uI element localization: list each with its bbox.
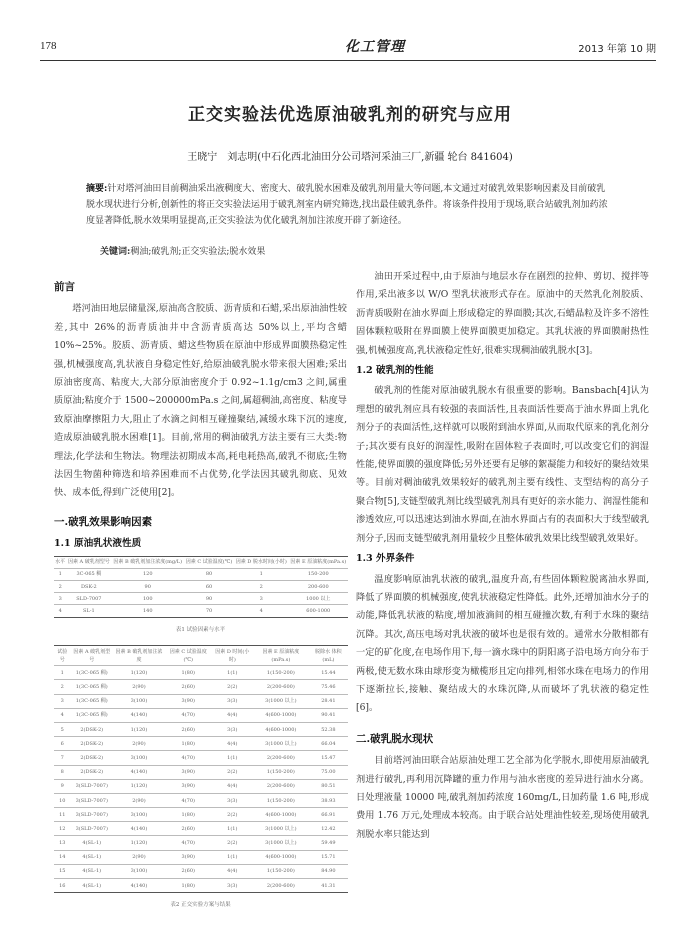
table-cell: 4(SL-1) [71, 836, 113, 850]
table-cell: 3(3) [212, 722, 253, 736]
table-row [54, 850, 348, 864]
paragraph-conditions: 温度影响原油乳状液的破乳,温度升高,有些固体颗粒脱离油水界面,降低了界面膜的机械强度,使乳状液稳定性降低。此外,还增加油水分子的动能,降低乳状液的粘度,增加液滴间的相互碰撞次数,有利于水珠的聚结沉降。其次,高压电场对乳状液的破坏也是很有效的。通常水分散相都有一定的矿化度,在电场作用下,每一滴水珠中的阴阳离子沿电场方向分布于两极,使无数水珠由球形变为橄榄形且定向排列,相邻水珠在电场力的作用下逐渐拉长,接触、聚结成大的水珠沉降,从而破坏了乳状液的稳定性[6]。 [356, 573, 649, 714]
table-cell: 1(80) [165, 808, 212, 822]
table-cell: 75.00 [309, 765, 348, 779]
table-cell: 90.41 [309, 708, 348, 722]
table-cell: 4(4) [212, 864, 253, 878]
table-header-cell: 水平 [54, 556, 66, 568]
table-cell: 3(SLD-7007) [71, 779, 113, 793]
table-cell: 2(60) [165, 822, 212, 836]
table-cell: SL-1 [66, 605, 111, 617]
table-cell: 1(80) [165, 666, 212, 680]
keywords [100, 244, 614, 257]
table-cell: 4(140) [113, 822, 165, 836]
table-cell: 3(1000 以上) [253, 694, 309, 708]
table-cell: 1(1) [212, 666, 253, 680]
table-row [54, 568, 348, 580]
table-cell: 4(4) [212, 779, 253, 793]
table-row [54, 793, 348, 807]
table-cell: 3(90) [165, 779, 212, 793]
table-cell: 4(SL-1) [71, 864, 113, 878]
table-cell: 2(200-600) [253, 680, 309, 694]
table-row [54, 765, 348, 779]
table-cell: 13 [54, 836, 71, 850]
table-cell: 4(600-1000) [253, 708, 309, 722]
table-cell: 80.51 [309, 779, 348, 793]
paper-title: 正交实验法优选原油破乳剂的研究与应用 [188, 105, 512, 125]
page-number: 178 [40, 40, 57, 52]
table-cell: 1(150-200) [253, 864, 309, 878]
table-cell: 120 [111, 568, 184, 580]
table-cell: 1(150-200) [253, 666, 309, 680]
table-header-cell: 因素 A 破乳剂型号 [66, 556, 111, 568]
table-cell: 3C-065 稠 [66, 568, 111, 580]
table-cell: 3(100) [113, 808, 165, 822]
table-cell: 150-200 [289, 568, 348, 580]
preface-paragraph: 塔河油田地层储量深,原油高含胶质、沥青质和石蜡,采出原油油性较差,其中 26%的沥青质油井中含沥青质高达 50%以上,平均含蜡 10%~25%。胶质、沥青质、蜡这些物质在原油中形成界面膜热稳定性强,机械强度高,乳状液自身稳定性好,给原油破乳脱水带来很大困难;采出原油密度高、粘度大,大部分原油密度介于 0.92~1.1g/cm3 之间,属重质原油;粘度介于 1500~200000mPa.s 之间,属超稠油,高密度、粘度导致原油摩擦阻力大,阻止了水滴之间相互碰撞聚结,减缓水珠下沉的速度,造成原油破乳脱水困难[1]。目前,常用的稠油破乳方法主要有三大类:物理法,化学法和生物法。物理法初期成本高,耗电耗热高,破乳不彻底;生物法因生物菌种筛选和培养困难而不占优势,化学法因其破乳彻底、见效快、成本低,得到广泛使用[2]。 [54, 303, 347, 499]
table-cell: 4 [54, 708, 71, 722]
table-cell: 1(150-200) [253, 793, 309, 807]
table-1-caption: 表1 试验因素与水平 [175, 626, 226, 633]
table-cell: 12 [54, 822, 71, 836]
table-cell: 75.46 [309, 680, 348, 694]
table-header-cell: 因素 B 破乳剂加注浓度 [113, 646, 165, 666]
table-cell: 1(3C-065 稠) [71, 666, 113, 680]
table-cell: 12.42 [309, 822, 348, 836]
table-cell: 2(200-600) [253, 779, 309, 793]
table-cell: 1(120) [113, 666, 165, 680]
table-cell: 2(DSK-2) [71, 737, 113, 751]
table-cell: 3(3) [212, 694, 253, 708]
table-header-cell: 因素 D 时间(小时) [212, 646, 253, 666]
table-cell: 15 [54, 864, 71, 878]
table-cell: 4 [54, 605, 66, 617]
table-cell: 3(1000 以上) [253, 737, 309, 751]
table-cell: 70 [184, 605, 234, 617]
table-header-cell: 因素 E 原油粘度(mPa.s) [289, 556, 348, 568]
table-cell: 3(100) [113, 864, 165, 878]
table-cell: 66.91 [309, 808, 348, 822]
table-cell: 4(70) [165, 836, 212, 850]
table-cell: 90 [111, 581, 184, 593]
table-cell: 3(100) [113, 694, 165, 708]
table-cell: 2(200-600) [253, 751, 309, 765]
table-row [54, 836, 348, 850]
table-cell: 4(70) [165, 751, 212, 765]
table-cell: 28.41 [309, 694, 348, 708]
section-2-heading: 二.破乳脱水现状 [356, 732, 434, 745]
table-cell: 1(1) [212, 751, 253, 765]
table-cell: 2 [234, 581, 289, 593]
table-cell: 2(90) [113, 680, 165, 694]
table-cell: 3(3) [212, 879, 253, 893]
table-header-cell: 脱除水 体积(mL) [309, 646, 348, 666]
table-cell: 90 [184, 593, 234, 605]
table-cell: 2(200-600) [253, 879, 309, 893]
table-cell: 4(600-1000) [253, 722, 309, 736]
left-column [54, 268, 347, 921]
subsection-1-3-heading: 1.3 外界条件 [356, 553, 415, 565]
table-cell: 80 [184, 568, 234, 580]
table-cell: 4(4) [212, 737, 253, 751]
keywords-text: 稠油;破乳剂;正交实验法;脱水效果 [130, 247, 266, 257]
table-cell: 4(140) [113, 765, 165, 779]
preface-heading: 前言 [54, 281, 75, 293]
table-cell: 4(600-1000) [253, 850, 309, 864]
subsection-1-2-heading: 1.2 破乳剂的性能 [356, 365, 434, 377]
table-cell: 2(60) [165, 722, 212, 736]
running-header [40, 36, 656, 56]
table-row [54, 694, 348, 708]
table-cell: 1 [234, 568, 289, 580]
table-cell: SLD-7007 [66, 593, 111, 605]
table-cell: 7 [54, 751, 71, 765]
table-header-cell: 因素 C 试验温度(℃) [184, 556, 234, 568]
table-cell: 100 [111, 593, 184, 605]
table-cell: 2 [54, 680, 71, 694]
table-cell: 15.44 [309, 666, 348, 680]
table-row [54, 581, 348, 593]
journal-name: 化工管理 [345, 39, 405, 55]
table-cell: 3(100) [113, 751, 165, 765]
table-header-cell: 因素 A 破乳剂型号 [71, 646, 113, 666]
table-cell: 2(90) [113, 850, 165, 864]
table-cell: 140 [111, 605, 184, 617]
table-cell: 2(2) [212, 836, 253, 850]
table-row [54, 722, 348, 736]
table-header-cell: 因素 D 脱水时间(小时) [234, 556, 289, 568]
table-cell: 4(SL-1) [71, 850, 113, 864]
table-cell: 3(90) [165, 765, 212, 779]
table-cell: 1(80) [165, 737, 212, 751]
table-cell: 4(140) [113, 708, 165, 722]
right-column [356, 268, 649, 844]
table-cell: 15.47 [309, 751, 348, 765]
table-2-caption: 表2 正交实验方案与结果 [170, 902, 231, 909]
table-row [54, 779, 348, 793]
table-cell: 59.49 [309, 836, 348, 850]
table-cell: 3(SLD-7007) [71, 793, 113, 807]
table-cell: 11 [54, 808, 71, 822]
table-cell: 4 [234, 605, 289, 617]
table-cell: 2 [54, 581, 66, 593]
table-cell: 52.38 [309, 722, 348, 736]
table-cell: 3 [234, 593, 289, 605]
table-cell: 2(2) [212, 808, 253, 822]
table-cell: 2(DSK-2) [71, 765, 113, 779]
table-cell: 1(150-200) [253, 765, 309, 779]
table-cell: 3 [54, 694, 71, 708]
table-cell: 10 [54, 793, 71, 807]
table-cell: 1(120) [113, 836, 165, 850]
table-cell: 5 [54, 722, 71, 736]
table-cell: 4(4) [212, 708, 253, 722]
table-cell: 4(600-1000) [253, 808, 309, 822]
header-rule [40, 60, 656, 61]
table-cell: 84.90 [309, 864, 348, 878]
table-cell: 4(70) [165, 708, 212, 722]
abstract-text: 针对塔河油田目前稠油采出液稠度大、密度大、破乳脱水困难及破乳剂用量大等问题,本文通过对破乳效果影响因素及目前破乳脱水现状进行分析,创新性的将正交实验法运用于破乳剂室内研究筛选,找出最佳破乳条件。将该条件投用于现场,联合站破乳剂加药浓度显著降低,脱水效果明显提高,正交实验法为优化破乳剂加注浓度开辟了新途径。 [86, 184, 608, 226]
table-cell: 2(2) [212, 680, 253, 694]
authors-line: 王晓宁 刘志明(中石化西北油田分公司塔河采油三厂,新疆 轮台 841604) [187, 152, 513, 163]
table-cell: 1(3C-065 稠) [71, 680, 113, 694]
keywords-label: 关键词: [100, 247, 131, 257]
table-2 [54, 645, 348, 893]
paragraph-status: 目前塔河油田联合站原油处理工艺全部为化学脱水,即使用原油破乳剂进行破乳,再利用沉降罐的重力作用与油水密度的差异进行油水分离。日处理液量 10000 吨,破乳剂加药浓度 160mg/L,日加药量 1.6 吨,形成费用 1.76 万元,处理成本较高。由于联合站处理油性较差,现场使用破乳剂脱水率只能达到 [356, 755, 649, 840]
table-cell: 600-1000 [289, 605, 348, 617]
table-header-cell: 试验号 [54, 646, 71, 666]
table-cell: 1 [54, 666, 71, 680]
table-row [54, 737, 348, 751]
table-cell: 2(DSK-2) [71, 722, 113, 736]
table-row [54, 680, 348, 694]
table-cell: 3(90) [165, 694, 212, 708]
table-row [54, 666, 348, 680]
table-row [54, 822, 348, 836]
table-cell: 2(90) [113, 737, 165, 751]
table-row [54, 605, 348, 617]
table-cell: 200-600 [289, 581, 348, 593]
table-cell: 60 [184, 581, 234, 593]
table-cell: 3(SLD-7007) [71, 822, 113, 836]
table-cell: 14 [54, 850, 71, 864]
paragraph-demulsifier: 破乳剂的性能对原油破乳脱水有很重要的影响。Bansbach[4]认为理想的破乳剂应具有较强的表面活性,且表面活性要高于油水界面上乳化剂分子的表面活性,这样就可以吸附到油水界面,从而取代原来的乳化剂分子;其次要有良好的润湿性,吸附在固体粒子表面时,可以改变它们的润湿性能,使界面膜的强度降低;另外还要有足够的絮凝能力和较好的聚结效果等。目前对稠油破乳效果较好的破乳剂主要有线性、支型结构的高分子聚合物[5],支链型破乳剂比线型破乳剂具有更好的亲水能力、润湿性能和渗透效应,可以迅速达到油水界面,在油水界面占有的表面积大于线型破乳剂分子,因而支链型破乳剂用量较少且整体破乳效果比线型破乳效果好。 [356, 385, 649, 544]
subsection-1-1-heading: 1.1 原油乳状液性质 [54, 538, 142, 550]
table-cell: 9 [54, 779, 71, 793]
table-cell: 3(1000 以上) [253, 822, 309, 836]
table-row [54, 879, 348, 893]
table-row [54, 751, 348, 765]
table-cell: 1 [54, 568, 66, 580]
table-cell: 1(120) [113, 779, 165, 793]
table-cell: 1(1) [212, 850, 253, 864]
table-cell: 16 [54, 879, 71, 893]
table-cell: 3(3) [212, 793, 253, 807]
abstract [86, 181, 614, 229]
table-cell: 4(140) [113, 879, 165, 893]
table-cell: 2(2) [212, 765, 253, 779]
table-cell: 1(120) [113, 722, 165, 736]
table-cell: 3(90) [165, 850, 212, 864]
table-cell: 1(1) [212, 822, 253, 836]
table-cell: 66.04 [309, 737, 348, 751]
table-row [54, 593, 348, 605]
table-header-cell: 因素 B 破乳剂加注浓度(mg/L) [111, 556, 184, 568]
table-cell: 38.93 [309, 793, 348, 807]
table-row [54, 864, 348, 878]
table-cell: 2(60) [165, 680, 212, 694]
table-cell: DSK-2 [66, 581, 111, 593]
table-cell: 3(1000 以上) [253, 836, 309, 850]
table-cell: 2(60) [165, 864, 212, 878]
table-cell: 1000 以上 [289, 593, 348, 605]
table-cell: 4(70) [165, 793, 212, 807]
table-cell: 1(3C-065 稠) [71, 708, 113, 722]
table-header-cell: 因素 C 试验温度(℃) [165, 646, 212, 666]
table-cell: 41.31 [309, 879, 348, 893]
table-row [54, 708, 348, 722]
table-1 [54, 556, 348, 618]
table-cell: 2(DSK-2) [71, 751, 113, 765]
table-cell: 6 [54, 737, 71, 751]
table-cell: 3(SLD-7007) [71, 808, 113, 822]
abstract-label: 摘要: [86, 184, 108, 194]
table-cell: 4(SL-1) [71, 879, 113, 893]
table-cell: 15.71 [309, 850, 348, 864]
table-header-cell: 因素 E 原油粘度(mPa.s) [253, 646, 309, 666]
table-cell: 1(80) [165, 879, 212, 893]
table-row [54, 808, 348, 822]
table-cell: 2(90) [113, 793, 165, 807]
table-cell: 8 [54, 765, 71, 779]
table-cell: 1(3C-065 稠) [71, 694, 113, 708]
paragraph-emulsion: 油田开采过程中,由于原油与地层水存在剧烈的拉伸、剪切、搅拌等作用,采出液多以 W/O 型乳状液形式存在。原油中的天然乳化剂胶质、沥青质吸附在油水界面上形成稳定的界面膜;其次,石蜡晶粒及许多不溶性固体颗粒吸附在界面膜上使界面膜更加稳定。其乳状液的界面膜耐热性强,机械强度高,乳状液稳定性好,很难实现稠油破乳脱水[3]。 [356, 271, 649, 356]
table-cell: 3 [54, 593, 66, 605]
section-1-heading: 一.破乳效果影响因素 [54, 515, 153, 528]
issue-label: 2013 年第 10 期 [578, 44, 656, 55]
